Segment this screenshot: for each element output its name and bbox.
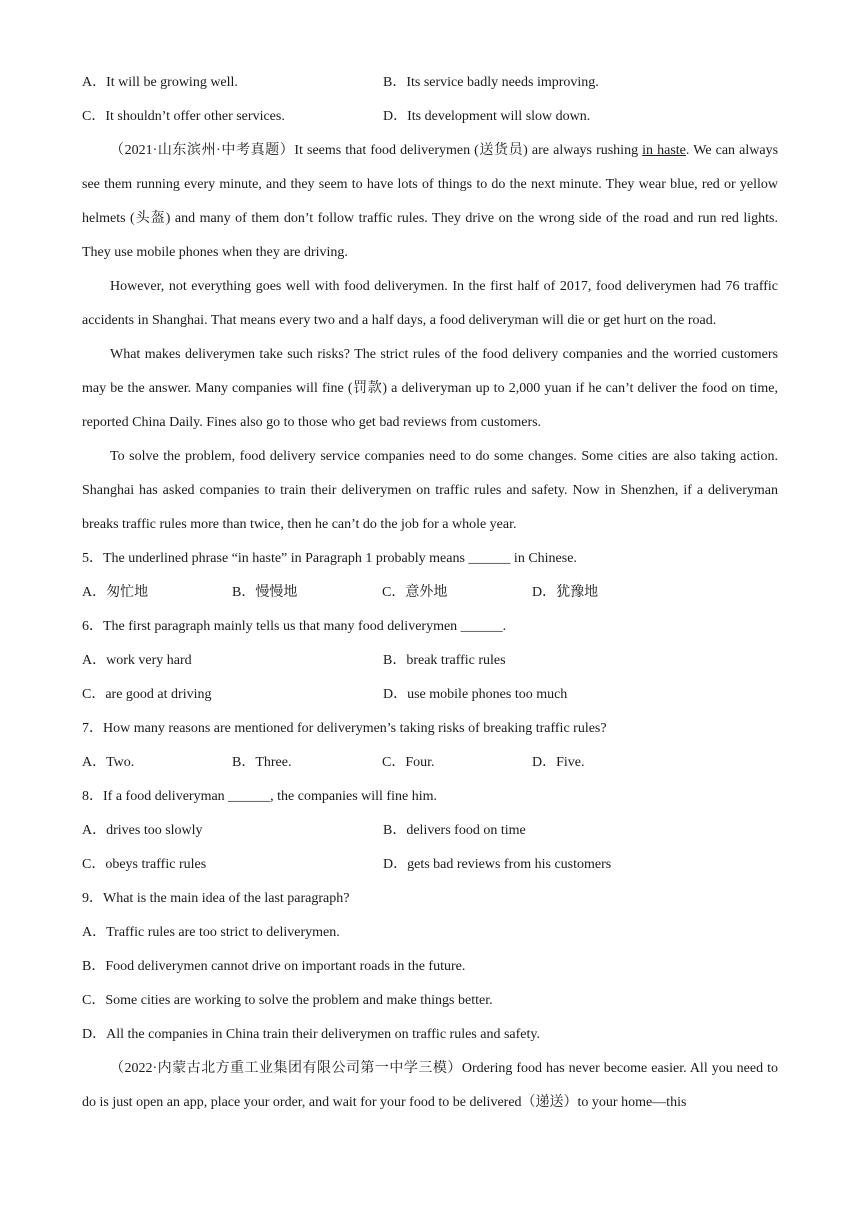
q9-option-d: D．All the companies in China train their deliverymen on traffic rules and safety. (82, 1027, 540, 1042)
q7-option-a: A．Two. (82, 755, 135, 770)
underlined-phrase: in haste (642, 143, 686, 158)
q4-option-a: A．It will be growing well. (82, 75, 238, 90)
q8-option-b: B．delivers food on time (383, 823, 526, 838)
q6-option-c: C．are good at driving (82, 687, 212, 702)
question-8-options-row-1 (82, 814, 778, 848)
question-5-options (82, 576, 778, 610)
q8-option-a: A．drives too slowly (82, 823, 203, 838)
q5-option-c: C．意外地 (382, 585, 448, 600)
passage2-source: （2022·内蒙古北方重工业集团有限公司第一中学三模） (110, 1061, 462, 1076)
q6-option-a: A．work very hard (82, 653, 192, 668)
q9-option-b: B．Food deliverymen cannot drive on important roads in the future. (82, 959, 466, 974)
q7-option-d: D．Five. (532, 755, 585, 770)
q7-option-c: C．Four. (382, 755, 435, 770)
q4-option-c: C．It shouldn’t offer other services. (82, 109, 285, 124)
q8-option-d: D．gets bad reviews from his customers (383, 857, 612, 872)
q4-option-d: D．Its development will slow down. (383, 109, 591, 124)
q5-option-b: B．慢慢地 (232, 585, 298, 600)
question-5-stem: 5．The underlined phrase “in haste” in Paragraph 1 probably means ______ in Chinese. (82, 551, 577, 566)
q8-option-c: C．obeys traffic rules (82, 857, 207, 872)
passage2-text: Ordering food has never become easier. All you need to do is just open an app, place your order, and wait for your food to be delivered（递送）to your home—this (82, 1061, 778, 1110)
q6-option-b: B．break traffic rules (383, 653, 506, 668)
passage1-paragraph-2: However, not everything goes well with food deliverymen. In the first half of 2017, food deliverymen had 76 traffic accidents in Shanghai. That means every two and a half days, a food deliveryman will die or get hurt on the road. (82, 279, 778, 328)
question-8-options-row-2 (82, 848, 778, 882)
q7-option-b: B．Three. (232, 755, 292, 770)
q5-option-a: A．匆忙地 (82, 585, 149, 600)
q9-option-a: A．Traffic rules are too strict to deliverymen. (82, 925, 340, 940)
exam-page (82, 66, 778, 1120)
question-6-stem: 6．The first paragraph mainly tells us that many food deliverymen ______. (82, 619, 507, 634)
q5-option-d: D．犹豫地 (532, 585, 599, 600)
passage1-source: （2021·山东滨州·中考真题） (110, 143, 295, 158)
question-8-stem: 8．If a food deliveryman ______, the companies will fine him. (82, 789, 437, 804)
q4-options-row-1 (82, 66, 778, 100)
question-6-options-row-2 (82, 678, 778, 712)
question-6-options-row-1 (82, 644, 778, 678)
passage1-paragraph-4: To solve the problem, food delivery service companies need to do some changes. Some cities are also taking action. Shanghai has asked companies to train their deliverymen on traffic rules and safety. Now in Shenzhen, if a deliveryman breaks traffic rules more than twice, then he can’t do the job for a whole year. (82, 449, 778, 532)
question-7-stem: 7．How many reasons are mentioned for deliverymen’s taking risks of breaking traffic rules? (82, 721, 607, 736)
question-9-stem: 9．What is the main idea of the last paragraph? (82, 891, 350, 906)
passage1-p1-text-a: It seems that food deliverymen (送货员) are always rushing (294, 143, 643, 158)
q4-option-b: B．Its service badly needs improving. (383, 75, 599, 90)
q4-options-row-2 (82, 100, 778, 134)
passage2-paragraph-1 (82, 1052, 778, 1120)
passage1-p1-text-b: . We can always see them running every minute, and they seem to have lots of things to do the next minute. They wear blue, red or yellow helmets (头盔) and many of them don’t follow traffic rules. They drive on the wrong side of the road and run red lights. They use mobile phones when they are driving. (82, 143, 779, 260)
passage1-paragraph-3: What makes deliverymen take such risks? The strict rules of the food delivery companies and the worried customers may be the answer. Many companies will fine (罚款) a deliveryman up to 2,000 yuan if he can’t deliver the food on time, reported China Daily. Fines also go to those who get bad reviews from customers. (82, 347, 778, 430)
q9-option-c: C．Some cities are working to solve the problem and make things better. (82, 993, 493, 1008)
question-7-options (82, 746, 778, 780)
passage1-paragraph-1 (82, 134, 778, 270)
q6-option-d: D．use mobile phones too much (383, 687, 568, 702)
